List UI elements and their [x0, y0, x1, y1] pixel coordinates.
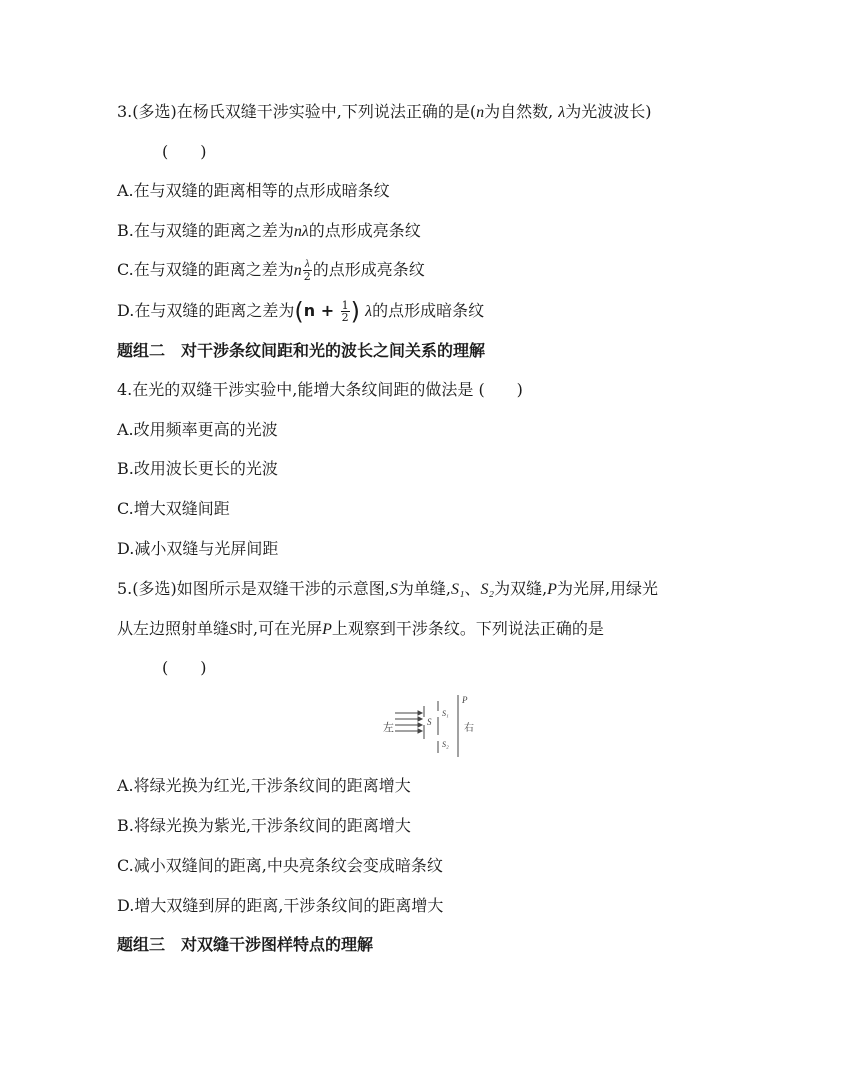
fraction-lambda-over-2: [303, 259, 312, 282]
q5-answer-paren: ( ): [162, 658, 207, 677]
q5-option-b: B.将绿光换为紫光,干涉条纹间的距离增大: [117, 816, 411, 835]
group2-title: 题组二 对干涉条纹间距和光的波长之间关系的理解: [117, 341, 486, 360]
var-n: n: [476, 104, 485, 121]
q5-option-c: C.减小双缝间的距离,中央亮条纹会变成暗条纹: [117, 856, 443, 875]
diagram-label-s1: S₁: [442, 709, 449, 718]
var-p: P: [547, 581, 557, 598]
stem-text: 5.(多选)如图所示是双缝干涉的示意图,: [117, 579, 390, 598]
q3-stem-text: 3.(多选)在杨氏双缝干涉实验中,下列说法正确的是(: [117, 102, 477, 121]
q4-option-b: B.改用波长更长的光波: [117, 459, 278, 478]
q3-stem: [117, 101, 651, 124]
q5-option-a: A.将绿光换为红光,干涉条纹间的距离增大: [117, 776, 411, 795]
paren-close: ): [350, 297, 361, 326]
var-s: S: [229, 621, 238, 638]
group3-title: 题组三 对双缝干涉图样特点的理解: [117, 935, 374, 954]
fraction-one-half: [341, 300, 350, 323]
option-text: 的点形成亮条纹: [308, 221, 421, 240]
q3-stem-text: 为自然数,: [484, 102, 554, 121]
var-lambda: λ: [365, 303, 373, 320]
var-lambda: λ: [558, 104, 566, 121]
q3-option-d: [117, 297, 485, 326]
diagram-label-right: 右: [464, 723, 474, 734]
q3-answer-paren: ( ): [162, 142, 207, 161]
option-text: 的点形成暗条纹: [372, 301, 485, 320]
q4-option-a: A.改用频率更高的光波: [117, 420, 278, 439]
stem-text: 为双缝,: [494, 579, 548, 598]
stem-text: 上观察到干涉条纹。下列说法正确的是: [331, 619, 604, 638]
stem-text: 从左边照射单缝: [117, 619, 230, 638]
stem-text: 时,可在光屏: [237, 619, 323, 638]
var-p: P: [322, 621, 332, 638]
double-slit-diagram: [380, 693, 480, 759]
q3-option-a: A.在与双缝的距离相等的点形成暗条纹: [117, 181, 390, 200]
option-text: D.在与双缝的距离之差为: [117, 301, 295, 320]
q4-option-d: D.减小双缝与光屏间距: [117, 539, 279, 558]
option-text: 的点形成亮条纹: [312, 260, 425, 279]
q4-stem: 4.在光的双缝干涉实验中,能增大条纹间距的做法是 ( ): [117, 380, 523, 399]
q5-stem-line1: [117, 578, 658, 601]
arrow-head: [418, 729, 422, 733]
q5-option-d: D.增大双缝到屏的距离,干涉条纹间的距离增大: [117, 896, 444, 915]
var-s: S: [389, 581, 398, 598]
stem-text: 为光屏,用绿光: [556, 579, 659, 598]
arrow-head: [418, 723, 422, 727]
fraction-denominator: 2: [341, 311, 349, 324]
option-text: B.在与双缝的距离之差为: [117, 221, 294, 240]
var-s1: S₁: [450, 581, 465, 598]
q5-stem-line2: [117, 618, 604, 641]
stem-text: 、: [464, 579, 481, 598]
diagram-label-s2: S₂: [442, 740, 449, 749]
arrow-head: [418, 711, 422, 715]
q3-stem-text: 为光波波长): [565, 102, 652, 121]
math-n-lambda: nλ: [293, 223, 309, 240]
arrow-head: [418, 717, 422, 721]
diagram-label-p: P: [462, 695, 468, 705]
option-text: C.在与双缝的距离之差为: [117, 260, 294, 279]
diagram-label-left: 左: [383, 721, 394, 734]
fraction-denominator: 2: [303, 270, 311, 283]
q4-option-c: C.增大双缝间距: [117, 499, 230, 518]
var-n: n: [293, 262, 302, 279]
var-s2: S₂: [480, 581, 495, 598]
math-n-plus: n +: [303, 301, 340, 320]
q3-option-c: [117, 259, 425, 282]
stem-text: 为单缝,: [397, 579, 451, 598]
paren-open: (: [294, 297, 304, 326]
fraction-numerator: λ: [303, 259, 312, 271]
diagram-label-s: S: [427, 717, 432, 727]
q3-option-b: [117, 220, 421, 243]
light-rays: [395, 711, 422, 733]
fraction-numerator: 1: [341, 299, 349, 312]
